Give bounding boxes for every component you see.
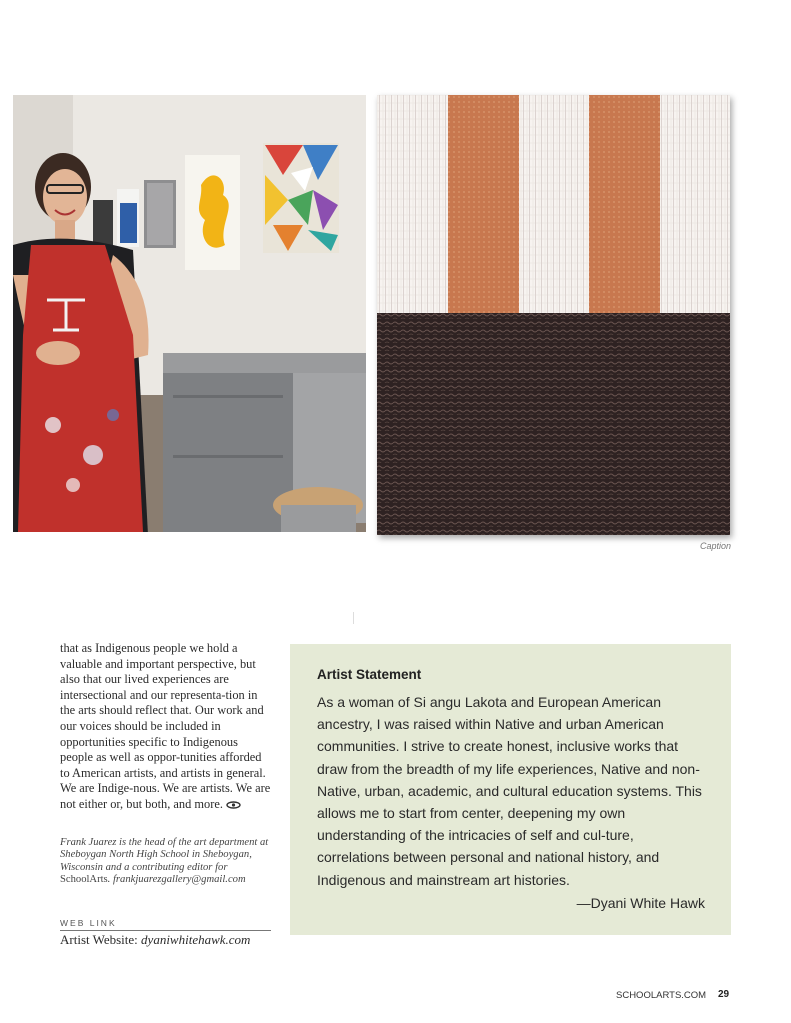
artist-statement-box (290, 644, 731, 935)
photo-caption: Caption (699, 541, 731, 551)
web-link-url[interactable]: dyaniwhitehawk.com (141, 932, 251, 947)
artist-statement-text: As a woman of Si angu Lakota and European American ancestry, I was raised within Native and urban American communities. I strive to create honest, inclusive works that draw from the breadth of my life experiences, Native and non-Native, urban, academic, and cultural education systems. This allows me to start from center, deepening my own understanding of the intricacies of self and cul-ture, correlations between personal and national history, and Indigenous and mainstream art histories. (317, 694, 702, 888)
end-of-article-icon (226, 801, 241, 809)
beadwork-artwork (377, 95, 730, 535)
artwork-photo (377, 95, 730, 535)
artist-studio-illustration (13, 95, 366, 532)
artist-signature: —Dyani White Hawk (576, 894, 705, 911)
web-link-label: Artist Website: (60, 932, 142, 947)
author-bio (60, 837, 274, 887)
article-body-content: that as Indigenous people we hold a valuable and important perspective, but also that our lived experiences are intersectional and our representa-tion in the arts should reflect that. Our work and our voices should be included in opportunities specific to Indigenous people as well as oppor-tunities afforded to American artists, and artists in general. We are Indige-nous. We are artists. We are not either or, but both, and more. (60, 641, 271, 811)
footer-site: SCHOOLARTS.COM (616, 990, 707, 1001)
author-bio-text: Frank Juarez is the head of the art department at Sheboygan North High School in Sheboygan, Wisconsin and a contributing editor for (60, 837, 269, 873)
page-number: 29 (718, 989, 730, 1000)
publication-name: SchoolArts (60, 874, 108, 886)
article-body-text (60, 641, 274, 813)
artist-studio-photo (13, 95, 366, 532)
author-email: . frankjuarezgallery@gmail.com (107, 874, 246, 886)
artist-statement-heading: Artist Statement (317, 667, 422, 682)
web-link-heading: WEB LINK (60, 918, 271, 931)
artist-website-link[interactable] (60, 932, 300, 948)
divider (353, 612, 354, 624)
